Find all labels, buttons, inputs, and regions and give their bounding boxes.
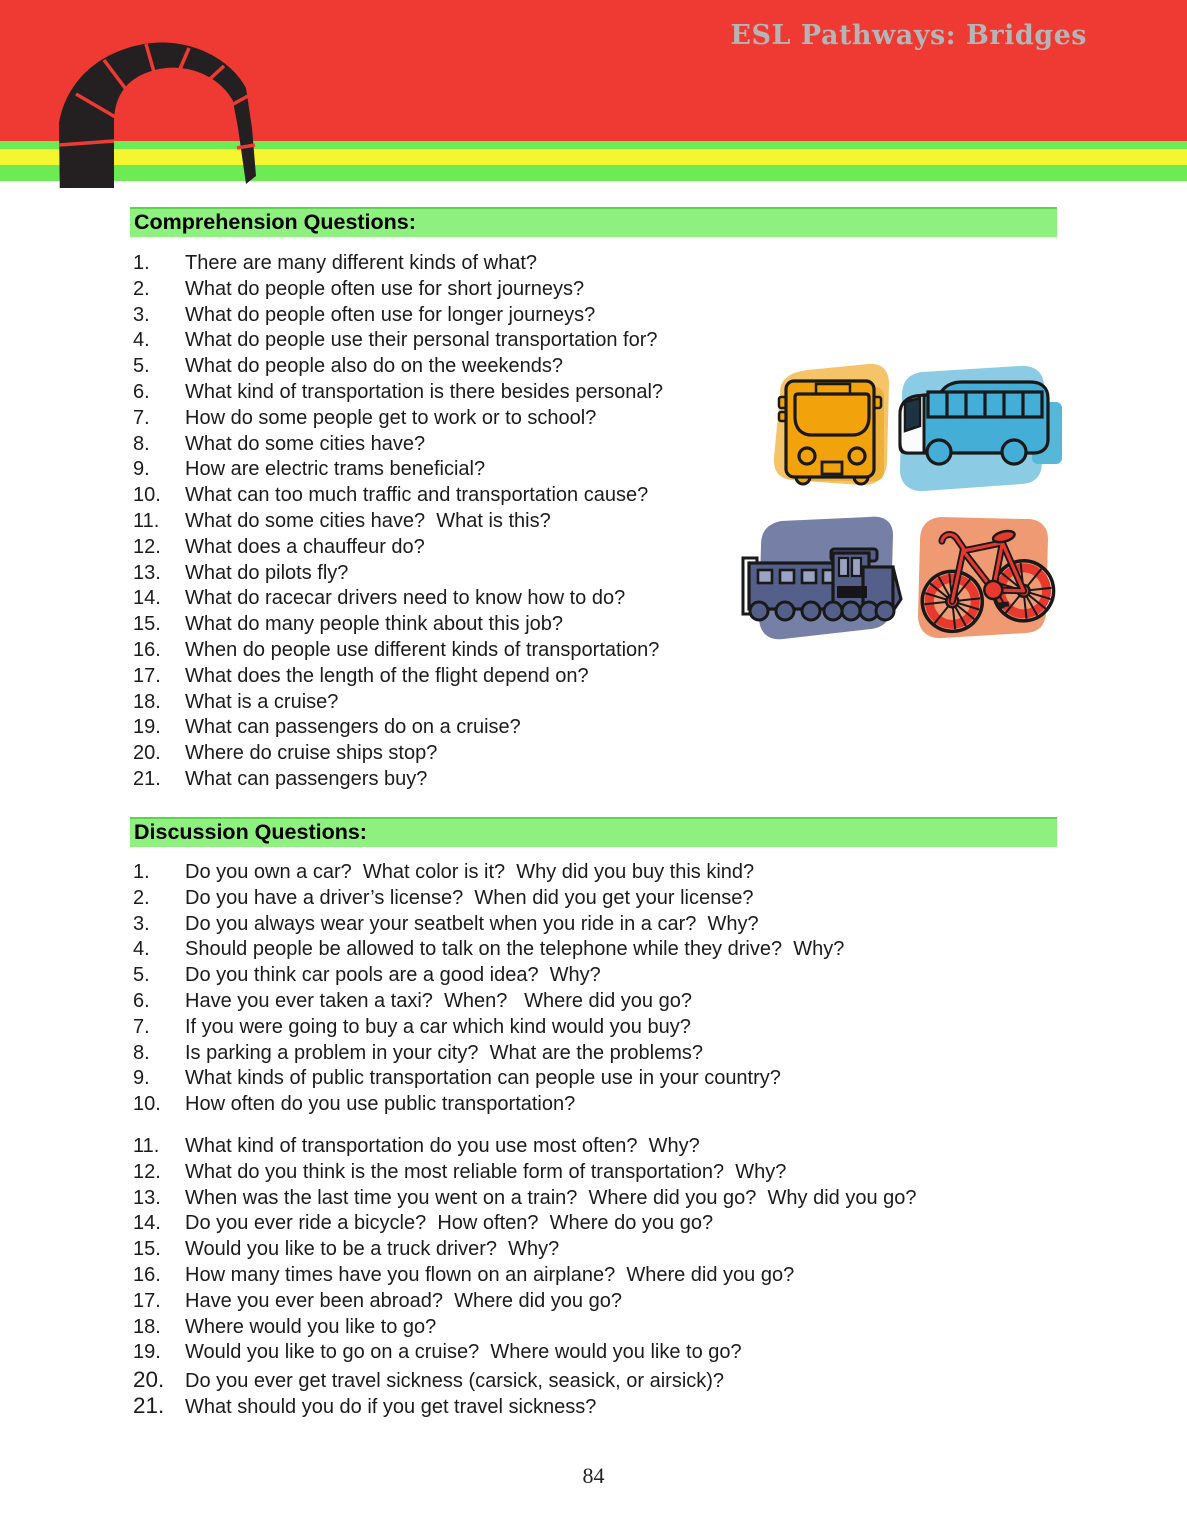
question-text: What do some cities have? [185,432,426,455]
question-number: 18. [133,690,161,713]
question-item [133,913,1063,939]
question-item [133,716,1063,742]
question-item [133,1264,1063,1290]
question-text: What do many people think about this job? [185,613,564,636]
question-number: 19. [133,716,161,739]
question-item [133,278,1063,304]
question-number: 20. [133,1367,165,1393]
question-number: 15. [133,613,161,636]
question-number: 8. [133,432,150,455]
question-number: 16. [133,638,161,661]
question-item [133,1238,1063,1264]
question-text: Do you own a car? What color is it? Why did you buy this kind? [185,861,755,883]
question-number: 21. [133,767,161,790]
question-number: 5. [133,355,150,378]
question-number: 21. [133,1392,165,1418]
question-item [133,304,1063,330]
question-text: What do people use their personal transportation for? [185,329,658,352]
steam-train-icon [735,503,910,651]
discussion-heading: Discussion Questions: [130,817,1057,847]
question-text: What do pilots fly? [185,561,349,584]
question-number: 4. [133,329,150,352]
question-text: Where do cruise ships stop? [185,742,438,765]
question-text: What do you think is the most reliable form of transportation? Why? [185,1160,787,1183]
question-item [133,1187,1063,1213]
question-text: What kinds of public transportation can people use in your country? [185,1067,781,1090]
page-number: 84 [582,1463,605,1488]
question-text: Do you always wear your seatbelt when you ride in a car? Why? [185,912,759,935]
question-number: 14. [133,587,161,610]
question-number: 16. [133,1263,161,1286]
bicycle-icon [898,503,1070,651]
question-text: When was the last time you went on a train? Where did you go? Why did you go? [185,1186,917,1209]
question-text: How do some people get to work or to school? [185,406,597,429]
question-number: 2. [133,277,150,300]
question-item [133,691,1063,717]
question-number: 2. [133,886,150,909]
question-text: What kind of transportation do you use most often? Why? [185,1135,700,1157]
question-item [133,665,1063,691]
question-text: Do you have a driver’s license? When did you get your license? [185,886,754,909]
question-item [133,742,1063,768]
question-text: What should you do if you get travel sickness? [185,1395,597,1418]
question-number: 9. [133,1067,150,1090]
question-item [133,1212,1063,1238]
question-text: Do you ever ride a bicycle? How often? Where do you go? [185,1212,714,1235]
bridge-arch-logo-icon [24,28,274,188]
question-item [133,861,1063,887]
question-item [133,1316,1063,1342]
question-text: When do people use different kinds of transportation? [185,638,660,661]
question-text: Have you ever taken a taxi? When? Where did you go? [185,989,692,1012]
question-number: 7. [133,1015,150,1038]
question-number: 18. [133,1315,161,1338]
question-text: Do you think car pools are a good idea? Why? [185,964,601,987]
question-item [133,768,1063,794]
question-item [133,1393,1063,1419]
question-text: How are electric trams beneficial? [185,458,486,481]
question-text: There are many different kinds of what? [185,252,538,274]
question-item [133,887,1063,913]
question-text: Would you like to go on a cruise? Where would you like to go? [185,1341,742,1364]
question-item [133,964,1063,990]
question-text: What do people often use for longer journeys? [185,303,596,326]
question-number: 8. [133,1041,150,1064]
question-text: What do people often use for short journeys? [185,277,585,300]
question-number: 12. [133,1160,161,1183]
question-number: 17. [133,1289,161,1312]
question-text: Do you ever get travel sickness (carsick, seasick, or airsick)? [185,1370,725,1393]
question-item [133,1367,1063,1393]
question-text: What can passengers buy? [185,767,428,790]
question-item [133,1135,1063,1161]
question-number: 3. [133,303,150,326]
question-text: What do racecar drivers need to know how to do? [185,587,626,610]
question-item [133,1341,1063,1367]
question-text: Is parking a problem in your city? What are the problems? [185,1041,704,1064]
question-text: If you were going to buy a car which kind would you buy? [185,1015,691,1038]
question-item [133,1067,1063,1093]
question-item [133,938,1063,964]
discussion-list-2 [133,1135,1063,1419]
question-number: 13. [133,561,161,584]
question-number: 6. [133,380,150,403]
question-number: 1. [133,252,150,274]
question-number: 15. [133,1238,161,1261]
question-number: 5. [133,964,150,987]
question-text: Where would you like to go? [185,1315,437,1338]
question-number: 6. [133,989,150,1012]
question-number: 10. [133,1093,161,1116]
question-number: 14. [133,1212,161,1235]
question-text: Should people be allowed to talk on the telephone while they drive? Why? [185,938,845,961]
question-text: How many times have you flown on an airplane? Where did you go? [185,1263,795,1286]
question-number: 17. [133,664,161,687]
question-text: What do some cities have? What is this? [185,509,551,532]
question-number: 13. [133,1186,161,1209]
question-text: What does the length of the flight depend on? [185,664,589,687]
question-text: What can too much traffic and transportation cause? [185,484,649,507]
question-text: What kind of transportation is there besides personal? [185,380,664,403]
question-number: 11. [133,1135,160,1157]
question-item [133,1016,1063,1042]
discussion-list-1 [133,861,1063,1119]
question-text: What is a cruise? [185,690,339,713]
question-number: 1. [133,861,150,883]
comprehension-heading: Comprehension Questions: [130,207,1057,237]
question-item [133,1093,1063,1119]
question-item [133,252,1063,278]
question-number: 20. [133,742,161,765]
question-number: 9. [133,458,150,481]
question-text: What can passengers do on a cruise? [185,716,521,739]
question-text: What does a chauffeur do? [185,535,425,558]
question-number: 19. [133,1341,161,1364]
question-text: Have you ever been abroad? Where did you go? [185,1289,622,1312]
question-item [133,990,1063,1016]
question-number: 4. [133,938,150,961]
side-bus-icon [884,352,1070,500]
front-bus-icon [750,353,897,500]
question-text: What do people also do on the weekends? [185,355,564,378]
question-number: 7. [133,406,150,429]
question-item [133,1042,1063,1068]
question-item [133,1290,1063,1316]
question-number: 12. [133,535,161,558]
question-item [133,1161,1063,1187]
question-number: 10. [133,484,161,507]
question-text: Would you like to be a truck driver? Why? [185,1238,560,1261]
question-number: 3. [133,912,150,935]
question-text: How often do you use public transportation? [185,1093,576,1116]
question-number: 11. [133,509,160,532]
book-title: ESL Pathways: Bridges [730,20,1087,51]
